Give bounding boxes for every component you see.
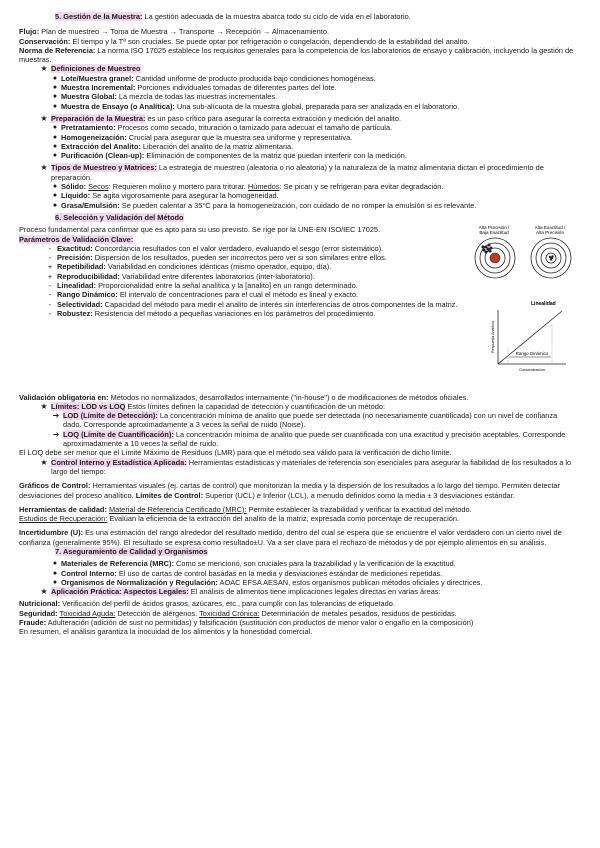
loq-item: ➔ LOQ (Límite de Cuantificación): La concentración mínima de analito que puede ser cuantificada con una exactitud y precisión aceptables. Corresponde aproximadamente a 10 veces la señal de ruido. — [19, 430, 576, 449]
bullet-icon: ● — [52, 183, 58, 191]
list-item: ● Grasa/Emulsión: Se pueden calentar a 35°C para la homogeneización, con cuidado de no romper la emulsión si es relevante. — [19, 201, 576, 210]
arrow-icon: ➔ — [52, 411, 60, 421]
prep-heading: ★ Preparación de la Muestra: es un paso crítico para asegurar la correcta extracción y medición del analito. — [19, 114, 576, 123]
conservacion-paragraph: Conservación: El tiempo y la Tª son cruciales. Se puede optar por refrigeración o congelación, dependiendo de la estabilidad del analito. — [19, 36, 470, 46]
target-1-title-b: Baja Exactitud — [479, 230, 509, 236]
list-item: ● Pretratamiento: Procesos como secado, trituración o tamizado para adecuar el tamaño de partícula. — [19, 123, 576, 132]
section-7-title: 7. Aseguramiento de Calidad y Organismos — [55, 546, 208, 556]
target-1 — [475, 238, 515, 278]
list-item: + Repetibilidad: Variabilidad en condiciones idénticas (mismo operador, equipo, día). — [47, 262, 332, 272]
list-item: ● Extracción del Analito: Liberación del analito de la matriz alimentaria. — [19, 142, 576, 151]
bullet-icon: ● — [52, 142, 58, 150]
star-icon: ★ — [40, 587, 48, 597]
params-list — [19, 244, 474, 318]
list-item: ● Homogeneización: Crucial para asegurar que la muestra sea uniforme y representativa. — [19, 133, 576, 142]
bullet-icon: ● — [52, 102, 58, 110]
list-item: ● Líquido: Se agita vigorosamente para asegurar la homogeneidad. — [19, 191, 576, 200]
params-title: Parámetros de Validación Clave: — [19, 234, 134, 244]
incertidumbre-paragraph: Incertidumbre (U): Es una estimación del rango alrededor del resultado medido, dentro del cual se espera que se encuentre el valor verdadero con un cierto nivel de confianza (generalmente 95%). El resultado se expresa como resultado±U. Va a ser clave para el rechazo de métodos y de por ejemplo alimentos en su análisis. — [19, 528, 562, 547]
section-6-heading — [19, 213, 576, 223]
list-item: ● Muestra Incremental: Porciones individuales tomadas de diferentes partes del lote. — [19, 83, 576, 92]
accuracy-precision-diagram — [474, 225, 574, 390]
herramientas-paragraph: Herramientas de calidad: Material de Referencia Certificado (MRC): Permite establecer la trazabilidad y verificar la exactitud del método. — [19, 504, 472, 514]
lod-item: ➔ LOD (Límite de Detección): La concentración mínima de analito que puede ser detectada (no necesariamente cuantificada) con un nivel de confianza dado. Corresponde aproximadamente a 3 veces la señal de ruido (Noise). — [19, 411, 576, 430]
dynamic-range-label: Rango Dinámico — [515, 351, 549, 357]
section-6-top — [19, 225, 576, 392]
list-item: ● Muestra Global: La mezcla de todas las muestras incrementales. — [19, 92, 576, 101]
list-item: ● Muestra de Ensayo (o Analítica): Una sub-alícuota de la muestra global, preparada para ser analizada en el laboratorio. — [19, 102, 576, 111]
seguridad-paragraph: Seguridad: Toxicidad Aguda: Detección de alérgenos. Toxicidad Crónica: Determinación de metales pesados, residuos de pesticidas. — [19, 608, 457, 618]
list-item: ● Sólido: Secos: Requieren molino y mortero para triturar. Húmedos: Se pican y se refrigeran para evitar degradación. — [19, 182, 576, 191]
validacion-paragraph: Validación obligatoria en: Métodos no normalizados, desarrollados internamente ("in-house") o de modificaciones de métodos oficiales. — [19, 392, 469, 402]
list-item: ● Purificación (Clean-up): Eliminación de componentes de la matriz que puedan interferir con la medición. — [19, 151, 576, 160]
target-2-title-a: Alta Exactitud / — [534, 225, 566, 231]
control-heading: ★ Control Interno y Estadística Aplicada: Herramientas estadísticas y materiales de referencia son esenciales para asegurar la fiabilidad de los resultados a lo largo del tiempo: — [19, 458, 576, 477]
star-icon: ★ — [40, 457, 48, 467]
resumen-paragraph: En resumen, el análisis garantiza la inocuidad de los alimentos y la honestidad comercial. — [19, 627, 313, 637]
linearity-title: Linealidad — [531, 301, 556, 308]
star-icon: ★ — [40, 163, 48, 173]
nutricional-paragraph: Nutricional: Verificación del perfil de ácidos grasos, azúcares, etc., para cumplir con las tolerancias de etiquetado. — [19, 599, 395, 609]
prep-list — [19, 123, 576, 160]
s7-list — [19, 559, 576, 587]
list-item: - Selectividad: Capacidad del método para medir el analito de interés sin interferencias de otros componentes de la matriz. — [48, 299, 458, 309]
list-item: - Precisión: Dispersión de los resultados, pueden ser incorrectos pero ver si son similares entre ellos. — [48, 253, 387, 263]
section-7-heading — [19, 547, 576, 557]
list-item: ● Materiales de Referencia (MRC): Como se mencionó, son cruciales para la trazabilidad y la verificación de la exactitud. — [19, 559, 576, 568]
list-item: - Exactitud: Concordancia resultados con el valor verdadero, evaluando el sesgo (error sistemático). — [48, 243, 384, 253]
star-icon: ★ — [40, 64, 48, 74]
aplicacion-heading: ★ Aplicación Práctica: Aspectos Legales: El análisis de alimentos tiene implicaciones legales directas en varias áreas: — [19, 587, 576, 596]
fraude-paragraph: Fraude: Adulteración (adición de sust no permitidas) y falsificación (sustitución con productos de menor valor o engaño en la composición) — [19, 618, 474, 628]
bullet-icon: ● — [52, 560, 58, 568]
target-2-title-b: Alta Precisión — [535, 230, 565, 236]
target-1-title-a: Alta Precisión / — [478, 225, 510, 231]
lmr-paragraph: El LOQ debe ser menor que el Límite Máximo de Residuos (LMR) para que el método sea válido para la verificación de dicho límite. — [19, 448, 452, 458]
bullet-icon: ● — [52, 192, 58, 200]
y-axis-label: Respuesta Analítica — [491, 321, 495, 354]
bullet-icon: ● — [52, 569, 58, 577]
list-item: + Reproducibilidad: Variabilidad entre diferentes laboratorios (inter-laboratorio). — [47, 271, 315, 281]
bullet-icon: ● — [52, 152, 58, 160]
limites-heading: ★ Límites: LOD vs LOQ Estos límites definen la capacidad de detección y cuantificación de un método: — [19, 402, 576, 411]
bullet-icon: ● — [52, 93, 58, 101]
estudios-paragraph: Estudios de Recuperación: Evalúan la eficiencia de la extracción del analito de la matriz, expresada como porcentaje de recuperación. — [19, 514, 460, 524]
star-icon: ★ — [40, 113, 48, 123]
section-6-title: 6. Selección y Validación del Método — [55, 212, 184, 222]
list-item: - Linealidad: Proporcionalidad entre la señal analítica y la [analito] en un rango determinado. — [48, 281, 358, 291]
list-item: - Robustez: Resistencia del método a pequeñas variaciones en los parámetros del procedimiento. — [48, 308, 376, 318]
bullet-icon: ● — [52, 201, 58, 209]
x-axis-label: Concentración — [519, 367, 545, 373]
arrow-icon: ➔ — [52, 429, 60, 439]
norma-paragraph: Norma de Referencia: La norma ISO 17025 establece los requisitos generales para la competencia de los laboratorios de ensayo y calibración, incluyendo la gestión de muestras. — [19, 45, 574, 65]
section-5-title: 5. Gestión de la Muestra: — [55, 12, 143, 21]
linearity-plot — [491, 301, 566, 372]
tipos-heading: ★ Tipos de Muestreo y Matrices: La estrategia de muestreo (aleatoria o no aleatoria) y la naturaleza de la matriz alimentaria dictan el procedimiento de preparación. — [19, 163, 576, 182]
bullet-icon: ● — [52, 74, 58, 82]
list-item: ● Organismos de Normalización y Regulación: AOAC EFSA AESAN, estos organismos publican métodos oficiales y directrices. — [19, 578, 576, 587]
list-item: ● Control Interno: El uso de cartas de control basadas en la media y desviaciones estándar de mediciones repetidas. — [19, 569, 576, 578]
defs-heading: ★ Definiciones de Muestreo — [19, 64, 576, 73]
s6-intro: Proceso fundamental para confirmar que es apto para su uso previsto. Se rige por la UNE-EN ISO/IEC 17025. — [19, 225, 381, 235]
validation-figures — [474, 225, 574, 392]
star-icon: ★ — [40, 401, 48, 411]
bullet-icon: ● — [52, 84, 58, 92]
bullet-icon: ● — [52, 578, 58, 586]
list-item: ● Lote/Muestra granel: Cantidad uniforme de producto producida bajo condiciones homogéneas. — [19, 74, 576, 83]
section-5-heading: 5. Gestión de la Muestra: La gestión adecuada de la muestra abarca todo su ciclo de vida en el laboratorio. — [55, 12, 411, 21]
bullet-icon: ● — [52, 133, 58, 141]
bullet-icon: ● — [52, 124, 58, 132]
graficos-paragraph: Gráficos de Control: Herramientas visuales (ej. cartas de control) que monitorizan la media y la dispersión de los resultados a lo largo del tiempo. Permiten detectar desviaciones del proceso analítico. Límites de Control: Superior (UCL) e Inferior (LCL), a menudo definidos como la media ± 3 desviaciones estándar. — [19, 481, 560, 500]
target-2 — [531, 238, 571, 278]
defs-list — [19, 74, 576, 111]
flujo-paragraph: Flujo: Plan de muestreo → Toma de Muestra → Transporte → Recepción → Almacenamiento. — [19, 27, 329, 37]
list-item: - Rango Dinámico: El intervalo de concentraciones para el cual el método es lineal y exacto. — [48, 290, 359, 300]
